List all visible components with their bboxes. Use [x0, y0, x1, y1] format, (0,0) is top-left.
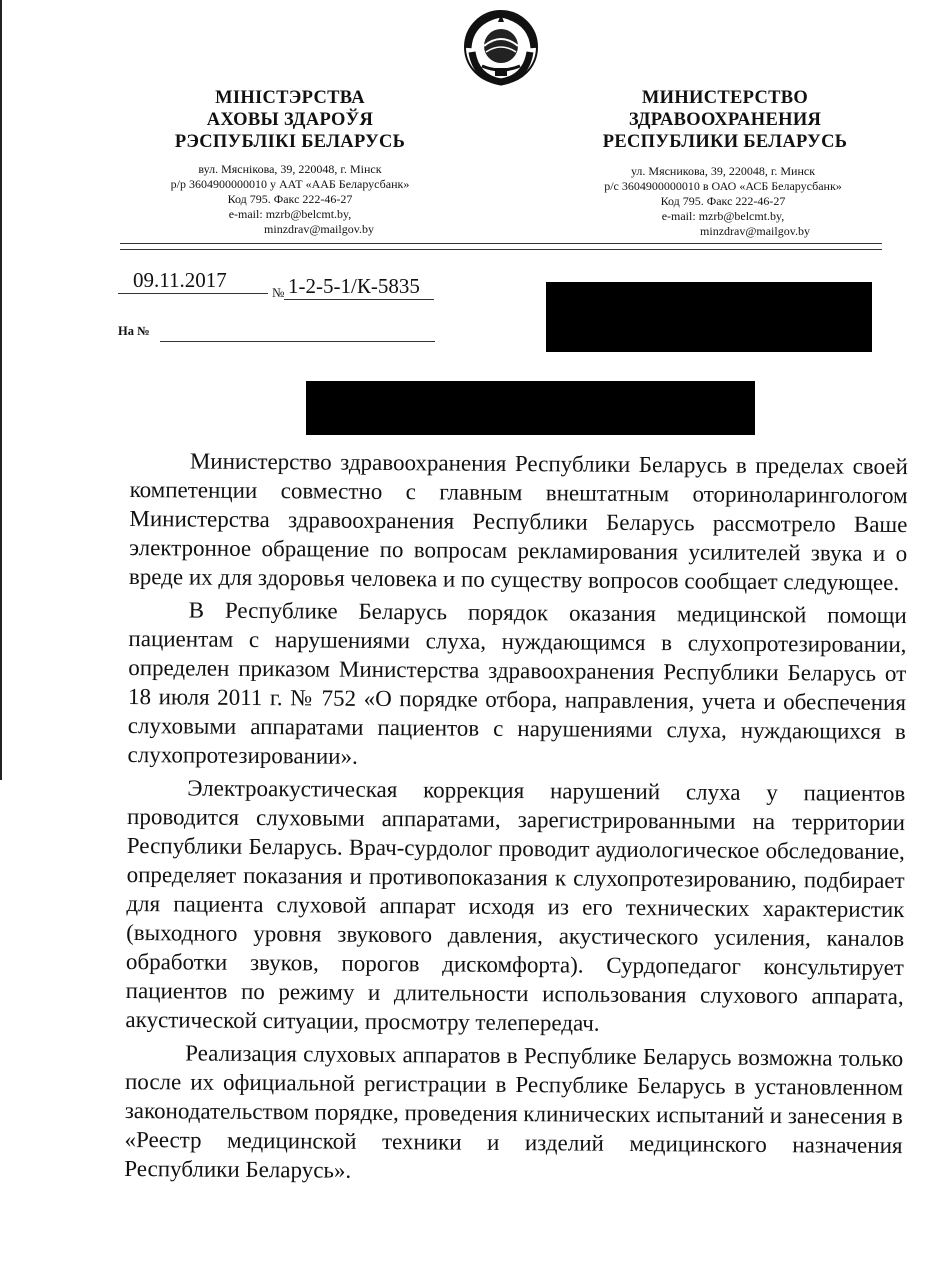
- header-line: ЗДРАВООХРАНЕНИЯ: [628, 110, 822, 130]
- address-line: Код 795. Факс 222-46-27: [227, 192, 353, 206]
- address-line: Код 795. Факс 222-46-27: [660, 194, 786, 208]
- address-line: р/р 3604900000010 у ААТ «ААБ Беларусбанк»: [170, 177, 410, 191]
- redacted-salutation: [306, 381, 755, 435]
- redacted-addressee: [546, 282, 872, 352]
- body-paragraph: В Республике Беларусь порядок оказания медицинской помощи пациентам с нарушениями слуха, нуждающимся в слухопротезировании, определен приказом Министерства здравоохранения Республики Беларусь от 18 июля 2011 г. № 752 «О порядке отбора, направления, учета и обеспечения слуховыми аппаратами пациентов с нарушениями слуха, нуждающихся в слухопротезировании».: [127, 597, 907, 769]
- number-sign-label: №: [272, 285, 285, 300]
- number-underline: [284, 299, 434, 300]
- date-underline: [118, 293, 268, 294]
- address-line: minzdrav@mailgov.by: [264, 222, 374, 236]
- address-line: р/с 3604900000010 в ОАО «АСБ Беларусбанк»: [604, 179, 842, 193]
- address-line: e-mail: mzrb@belcmt.by,: [661, 209, 785, 223]
- belarus-state-emblem-icon: [462, 8, 540, 86]
- address-line: вул. Мяснікова, 39, 220048, г. Мінск: [198, 162, 382, 176]
- header-divider: [120, 243, 882, 250]
- header-line: РЭСПУБЛІКІ БЕЛАРУСЬ: [174, 132, 406, 152]
- reply-to-underline: [160, 341, 435, 342]
- address-block-russian: [568, 164, 878, 239]
- body-paragraph: Реализация слуховых аппаратов в Республике Беларусь возможна только после их официальной регистрации в Республике Беларусь в установленном законодательством порядке, проведения клинических испытаний и занесения в «Реестр медицинской техники и изделий медицинского назначения Республики Беларусь».: [124, 1040, 904, 1183]
- address-line: minzdrav@mailgov.by: [700, 224, 810, 238]
- header-line: АХОВЫ ЗДАРОЎЯ: [206, 110, 374, 130]
- header-line: МІНІСТЭРСТВА: [215, 88, 365, 108]
- letter-body: [124, 446, 908, 1189]
- registration-date: 09.11.2017: [133, 268, 227, 292]
- address-block-belarusian: [125, 162, 455, 237]
- reply-to-label: На №: [118, 324, 150, 338]
- body-paragraph: Электроакустическая коррекция нарушений слуха у пациентов проводится слуховыми аппаратами, зарегистрированными на территории Республики Беларусь. Врач-сурдолог проводит аудиологическое обследование, определяет показания и противопоказания к слухопротезированию, подбирает для пациента слуховой аппарат исходя из его технических характеристик (выходного уровня звукового давления, акустического усиления, каналов обработки звуков, порогов дискомфорта). Сурдопедагог консультирует пациентов по режиму и длительности использования слухового аппарата, акустической ситуации, просмотру телепередач.: [125, 775, 906, 1036]
- address-line: e-mail: mzrb@belcmt.by,: [228, 207, 352, 221]
- ministry-header-russian: [575, 87, 875, 153]
- ministry-header-belarusian: [130, 87, 450, 153]
- address-line: ул. Мясникова, 39, 220048, г. Минск: [630, 164, 816, 178]
- scan-edge-line: [0, 0, 2, 780]
- body-paragraph: Министерство здравоохранения Республики Беларусь в пределах своей компетенции совместно с главным внештатным оториноларингологом Министерства здравоохранения Республики Беларусь рассмотрело Ваше электронное обращение по вопросам рекламирования усилителей звука и о вреде их для здоровья человека и по существу вопросов сообщает следующее.: [128, 448, 908, 596]
- registration-number: 1-2-5-1/К-5835: [288, 274, 420, 298]
- header-line: РЕСПУБЛИКИ БЕЛАРУСЬ: [602, 132, 848, 152]
- header-line: МИНИСТЕРСТВО: [641, 88, 809, 108]
